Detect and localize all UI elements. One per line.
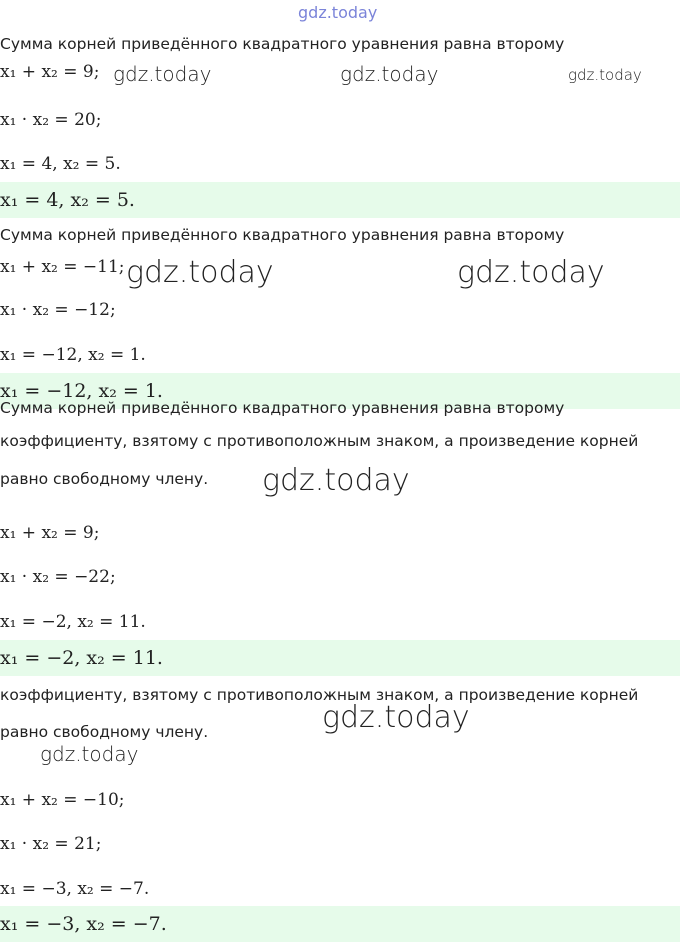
watermark: gdz.today: [568, 66, 642, 84]
block3-intro-clipped: Сумма корней приведённого квадратного уравнения равна второму: [0, 399, 565, 417]
block4-line2: равно свободному члену.: [0, 723, 209, 741]
block3-product: x₁ · x₂ = −22;: [0, 567, 116, 587]
block1-product: x₁ · x₂ = 20;: [0, 110, 102, 130]
block3-roots: x₁ = −2, x₂ = 11.: [0, 612, 146, 632]
block2-roots: x₁ = −12, x₂ = 1.: [0, 345, 146, 365]
block2-sum: x₁ + x₂ = −11;: [0, 257, 125, 277]
watermark: gdz.today: [322, 700, 470, 735]
block2-intro: Сумма корней приведённого квадратного уравнения равна второму: [0, 226, 565, 244]
block1-roots: x₁ = 4, x₂ = 5.: [0, 154, 121, 174]
block3-intro-clip: [0, 399, 680, 417]
watermark: gdz.today: [126, 255, 274, 290]
watermark: gdz.today: [113, 62, 212, 86]
watermark: gdz.today: [262, 463, 410, 498]
block4-product: x₁ · x₂ = 21;: [0, 834, 102, 854]
block1-sum: x₁ + x₂ = 9;: [0, 62, 100, 82]
block1-intro: Сумма корней приведённого квадратного уравнения равна второму: [0, 35, 565, 53]
block4-sum: x₁ + x₂ = −10;: [0, 790, 125, 810]
block1-answer: x₁ = 4, x₂ = 5.: [0, 189, 135, 211]
block3-answer: x₁ = −2, x₂ = 11.: [0, 647, 163, 669]
watermark: gdz.today: [457, 255, 605, 290]
block2-answer: x₁ = −12, x₂ = 1.: [0, 380, 163, 402]
block4-answer: x₁ = −3, x₂ = −7.: [0, 913, 167, 935]
block3-line2: равно свободному члену.: [0, 470, 209, 488]
block3-line1: коэффициенту, взятому с противоположным знаком, а произведение корней: [0, 432, 639, 450]
block4-line1: коэффициенту, взятому с противоположным знаком, а произведение корней: [0, 686, 639, 704]
watermark: gdz.today: [340, 62, 439, 86]
block4-roots: x₁ = −3, x₂ = −7.: [0, 879, 150, 899]
watermark-top: gdz.today: [298, 3, 378, 22]
block2-product: x₁ · x₂ = −12;: [0, 300, 116, 320]
block3-sum: x₁ + x₂ = 9;: [0, 523, 100, 543]
watermark: gdz.today: [40, 742, 139, 766]
